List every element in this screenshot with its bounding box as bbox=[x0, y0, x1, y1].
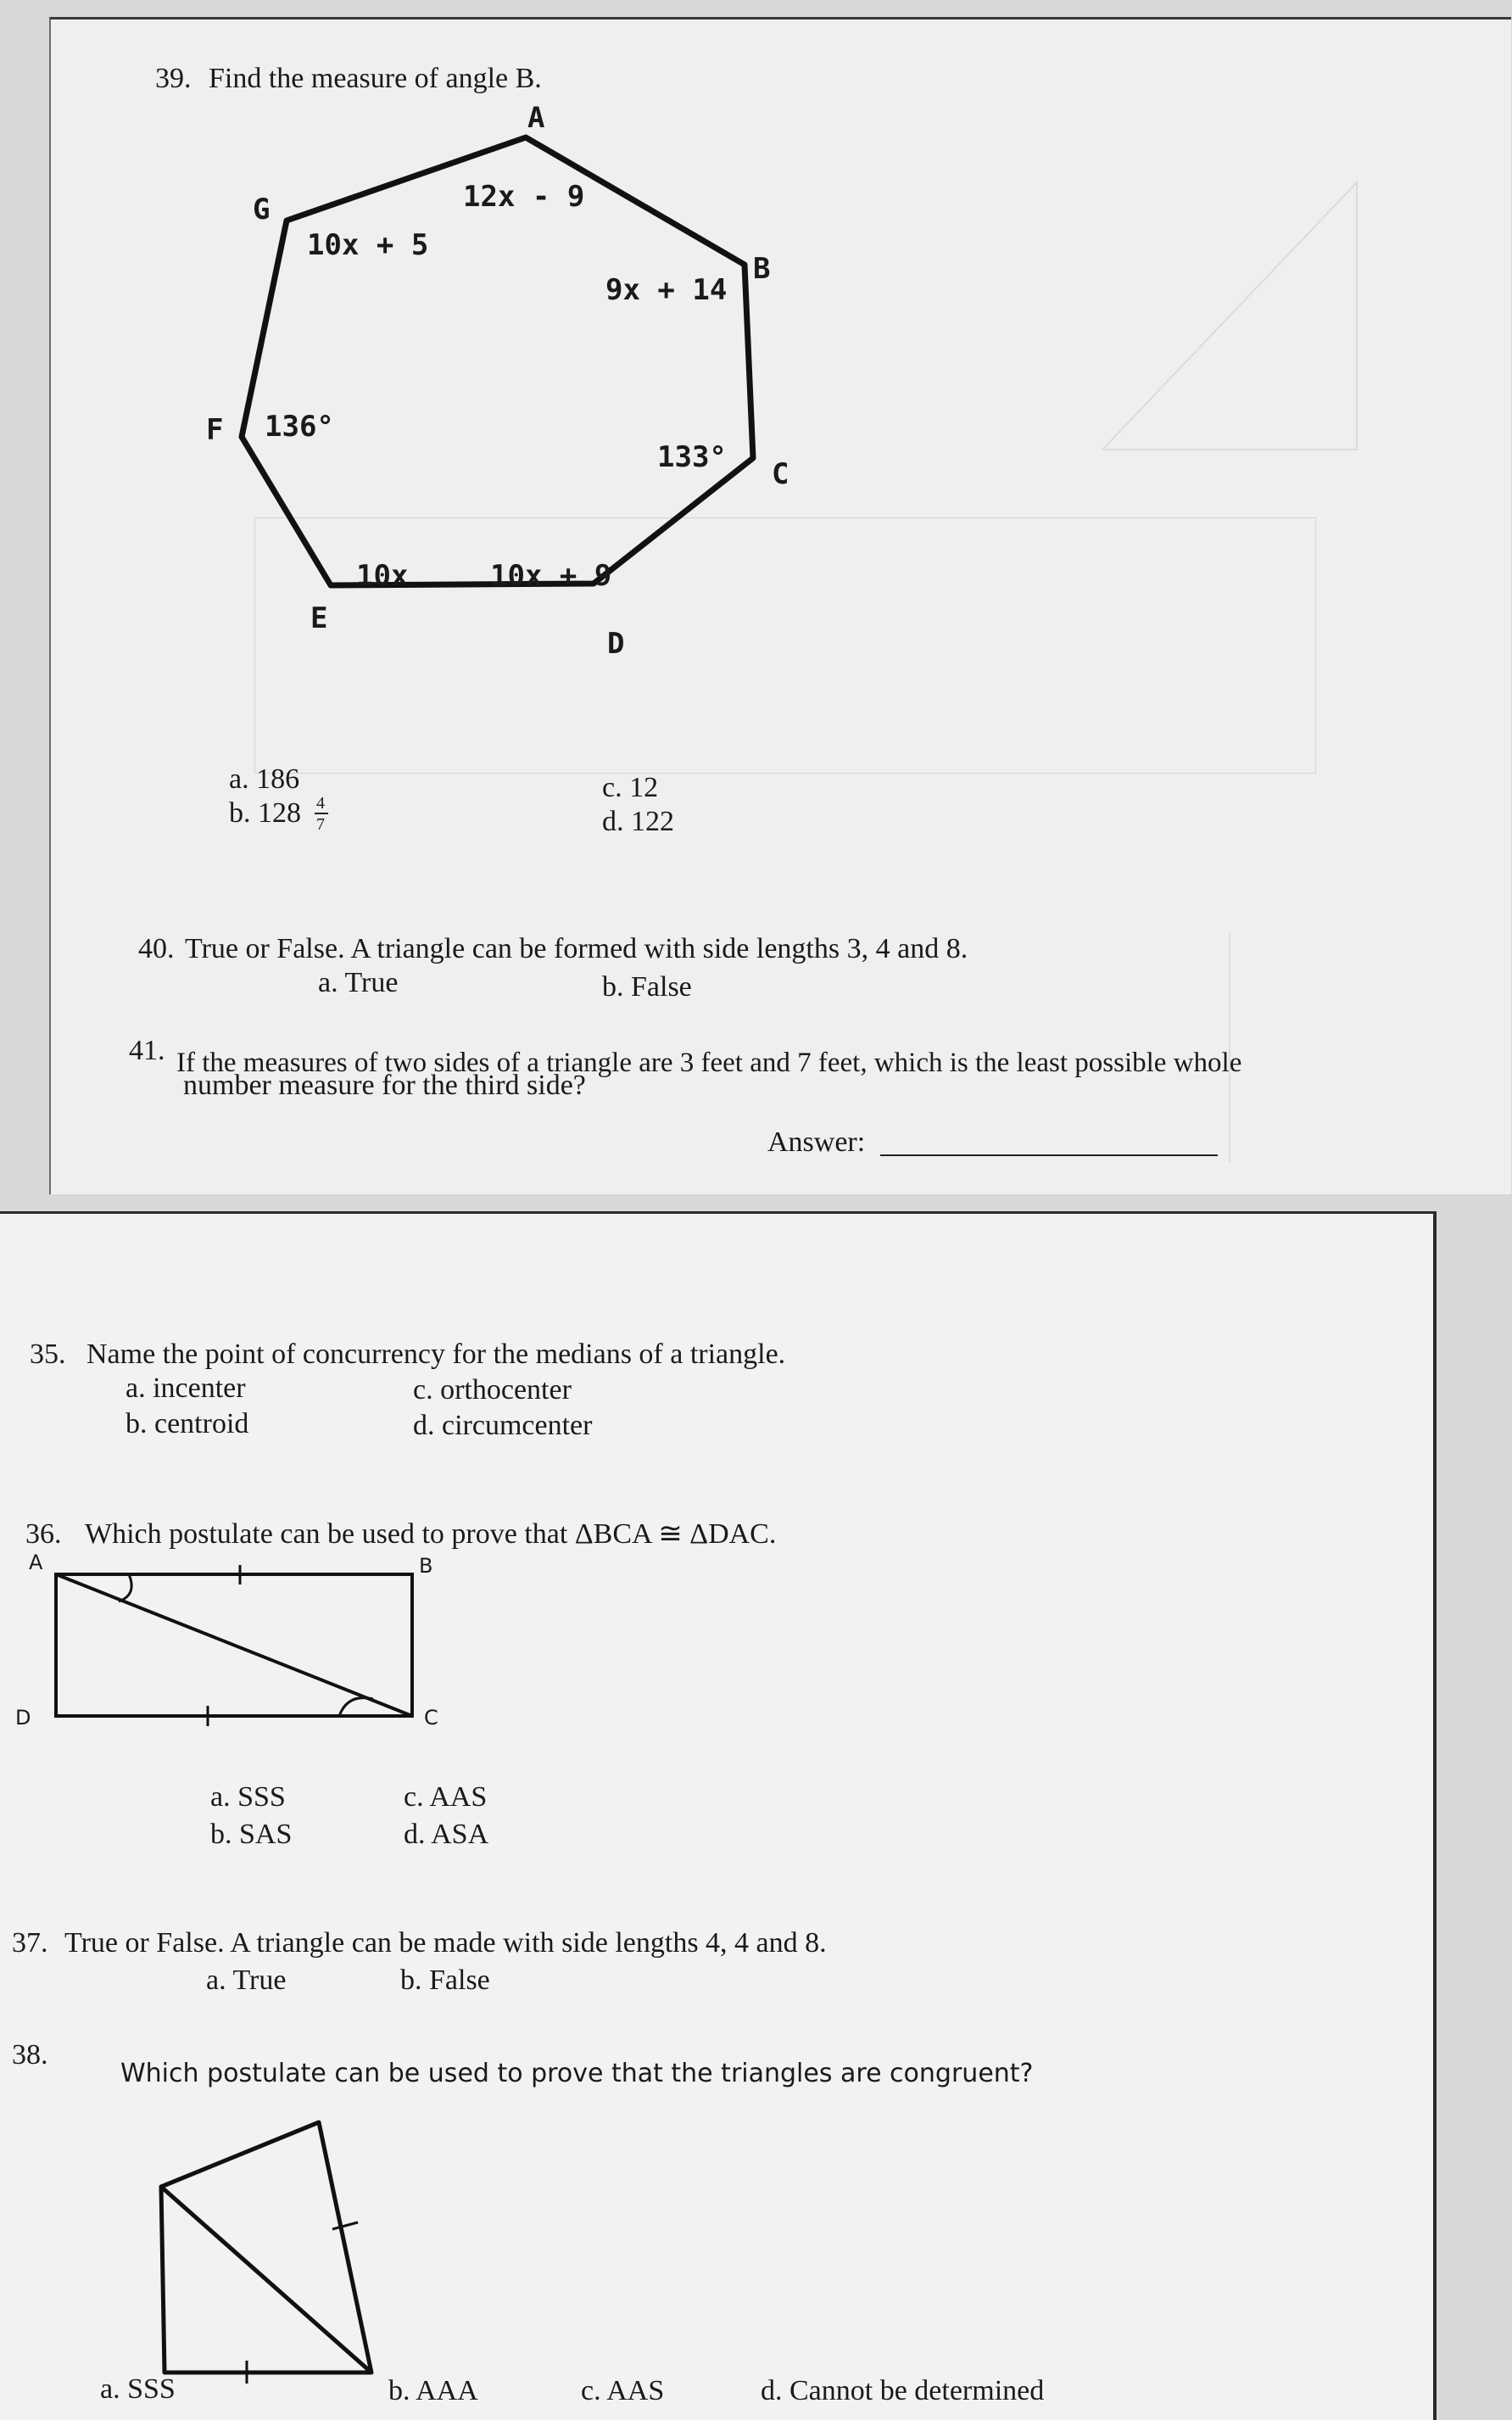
q38-choice-a[interactable]: a. SSS bbox=[100, 2373, 176, 2405]
q39-choice-a[interactable]: a. 186 bbox=[229, 763, 300, 795]
q37-number: 37. bbox=[12, 1927, 48, 1959]
q36-choice-a[interactable]: a. SSS bbox=[210, 1781, 286, 1813]
q36-number: 36. bbox=[25, 1518, 62, 1550]
rect-vertex-d-label: D bbox=[15, 1706, 31, 1730]
q39-prompt: Find the measure of angle B. bbox=[209, 63, 542, 94]
vertex-a-label: A bbox=[527, 101, 545, 135]
q41-prompt-line1: If the measures of two sides of a triangle are 3 feet and 7 feet, which is the least possible whole bbox=[176, 1048, 1242, 1078]
q35-number: 35. bbox=[30, 1339, 66, 1370]
side-dc-label: 10x + 9 bbox=[490, 559, 612, 593]
q36-choice-c[interactable]: c. AAS bbox=[404, 1781, 488, 1813]
q41-number: 41. bbox=[129, 1035, 165, 1066]
q38-prompt: Which postulate can be used to prove that the triangles are congruent? bbox=[120, 2059, 1034, 2088]
vertex-g-label: G bbox=[253, 193, 271, 226]
q38-choice-c[interactable]: c. AAS bbox=[581, 2375, 665, 2406]
q37-prompt: True or False. A triangle can be made with side lengths 4, 4 and 8. bbox=[64, 1927, 827, 1959]
q35-choice-a[interactable]: a. incenter bbox=[126, 1372, 246, 1404]
vertex-c-label: C bbox=[772, 457, 789, 491]
rect-vertex-c-label: C bbox=[424, 1706, 438, 1730]
q40-choice-b[interactable]: b. False bbox=[602, 971, 692, 1003]
q37-choice-a[interactable]: a. True bbox=[206, 1965, 287, 1996]
q39-choice-b-denominator: 7 bbox=[316, 815, 325, 834]
q39-number: 39. bbox=[155, 63, 192, 94]
q36-prompt: Which postulate can be used to prove that ΔBCA ≅ ΔDAC. bbox=[85, 1518, 777, 1550]
q35-choice-d[interactable]: d. circumcenter bbox=[413, 1410, 593, 1441]
q35-choice-c[interactable]: c. orthocenter bbox=[413, 1374, 572, 1406]
side-ga-label: 10x + 5 bbox=[307, 228, 429, 262]
vertex-e-label: E bbox=[310, 601, 328, 635]
q39-choice-b[interactable]: b. 128 bbox=[229, 797, 301, 829]
side-bc-label: 9x + 14 bbox=[605, 273, 728, 307]
vertex-f-label: F bbox=[206, 413, 224, 447]
q35-prompt: Name the point of concurrency for the medians of a triangle. bbox=[86, 1339, 786, 1370]
q39-choice-d[interactable]: d. 122 bbox=[602, 806, 674, 837]
q38-number: 38. bbox=[12, 2039, 48, 2071]
vertex-b-label: B bbox=[753, 252, 771, 286]
q40-choice-a[interactable]: a. True bbox=[318, 967, 399, 998]
vertex-d-label: D bbox=[607, 627, 625, 661]
q41-answer-label: Answer: bbox=[767, 1126, 866, 1158]
q39-choice-c[interactable]: c. 12 bbox=[602, 772, 659, 803]
angle-f-label: 136° bbox=[265, 410, 334, 444]
side-ed-label: 10x bbox=[356, 559, 409, 593]
q36-choice-b[interactable]: b. SAS bbox=[210, 1819, 293, 1850]
angle-c-label: 133° bbox=[657, 440, 727, 474]
side-ab-label: 12x - 9 bbox=[463, 180, 585, 214]
q40-number: 40. bbox=[138, 933, 175, 964]
q39-choice-b-numerator: 4 bbox=[316, 794, 325, 813]
q40-prompt: True or False. A triangle can be formed with side lengths 3, 4 and 8. bbox=[185, 933, 968, 964]
q38-choice-d[interactable]: d. Cannot be determined bbox=[761, 2375, 1045, 2406]
rect-vertex-a-label: A bbox=[29, 1551, 43, 1574]
q35-choice-b[interactable]: b. centroid bbox=[126, 1408, 249, 1439]
q36-choice-d[interactable]: d. ASA bbox=[404, 1819, 489, 1850]
q41-prompt-line2: number measure for the third side? bbox=[183, 1070, 586, 1101]
q37-choice-b[interactable]: b. False bbox=[400, 1965, 490, 1996]
q38-choice-b[interactable]: b. AAA bbox=[388, 2375, 478, 2406]
rect-vertex-b-label: B bbox=[419, 1554, 433, 1578]
